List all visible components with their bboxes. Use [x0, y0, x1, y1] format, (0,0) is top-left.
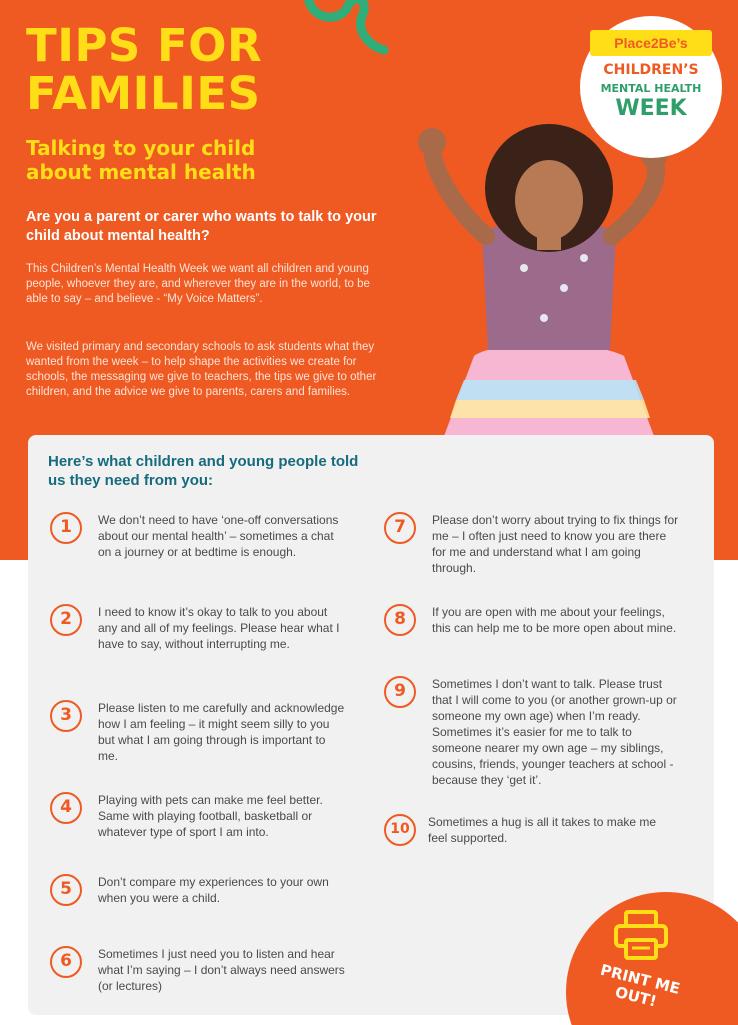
page-title [26, 19, 263, 120]
badge-line-2: MENTAL HEALTH [600, 82, 702, 95]
print-label[interactable]: PRINT ME OUT! [598, 960, 682, 1011]
intro-paragraph-2: We visited primary and secondary schools to ask students what they wanted from the week – to help shape the activities we create for schools, the messaging we give to teachers, the tips we give to other children, and the advice we give to parents, carers and families. [26, 341, 377, 398]
page-subtitle: Talking to your child about mental health [26, 136, 256, 184]
badge-line-1: CHILDREN’S [603, 62, 699, 78]
tip-number-8: 8 [384, 604, 416, 636]
tip-number-1: 1 [50, 512, 82, 544]
tip-number-3: 3 [50, 700, 82, 732]
child-photo [404, 118, 694, 438]
title-line-2: FAMILIES [26, 67, 261, 120]
tip-text-2: I need to know it’s okay to talk to you about any and all of my feelings. Please hear what I have to say, without interrupting me. [98, 605, 340, 651]
tip-number-9: 9 [384, 676, 416, 708]
tip-number-5: 5 [50, 874, 82, 906]
title-line-1: TIPS FOR [26, 19, 263, 72]
tip-text-6: Sometimes I just need you to listen and hear what I’m saying – I don’t always need answers (or lectures) [98, 947, 345, 993]
tip-number-6: 6 [50, 946, 82, 978]
swirl-decoration [300, 0, 390, 60]
printer-icon[interactable] [612, 910, 672, 962]
tip-text-1: We don’t need to have ‘one-off conversations about our mental health’ – sometimes a chat on a journey or at bedtime is enough. [98, 513, 339, 559]
tip-number-10: 10 [384, 814, 416, 846]
tip-number-7: 7 [384, 512, 416, 544]
tip-number-4: 4 [50, 792, 82, 824]
intro-paragraph-1: This Children’s Mental Health Week we want all children and young people, whoever they are, and wherever they are in the world, to be able to say – and believe - “My Voice Matters”. [26, 263, 370, 305]
tip-number-2: 2 [50, 604, 82, 636]
cmhw-badge [580, 16, 722, 158]
tips-heading: Here’s what children and young people told us they need from you: [48, 453, 359, 489]
tip-text-4: Playing with pets can make me feel better. Same with playing football, basketball or whatever type of sport I am into. [98, 793, 323, 839]
tip-text-7: Please don’t worry about trying to fix things for me – I often just need to know you are there for me and understand what I am going through. [432, 513, 679, 575]
tip-text-5: Don’t compare my experiences to your own when you were a child. [98, 875, 329, 905]
tip-text-3: Please listen to me carefully and acknowledge how I am feeling – it might seem silly to you but what I am going through is important to me. [98, 701, 345, 763]
badge-brand: Place2Be’s [590, 30, 712, 56]
tip-text-8: If you are open with me about your feelings, this can help me to be more open about mine. [432, 605, 677, 635]
intro-question: Are you a parent or carer who wants to talk to your child about mental health? [26, 209, 377, 244]
tip-text-9: Sometimes I don’t want to talk. Please trust that I will come to you (or another grown-up or someone my own age) when I’m ready. Sometimes it’s easier for me to talk to someone nearer my own age – my siblings, cousins, friends, younger teachers at school - because they ‘get it’. [432, 677, 677, 787]
badge-line-3: WEEK [615, 96, 687, 121]
tip-text-10: Sometimes a hug is all it takes to make me feel supported. [428, 815, 657, 845]
